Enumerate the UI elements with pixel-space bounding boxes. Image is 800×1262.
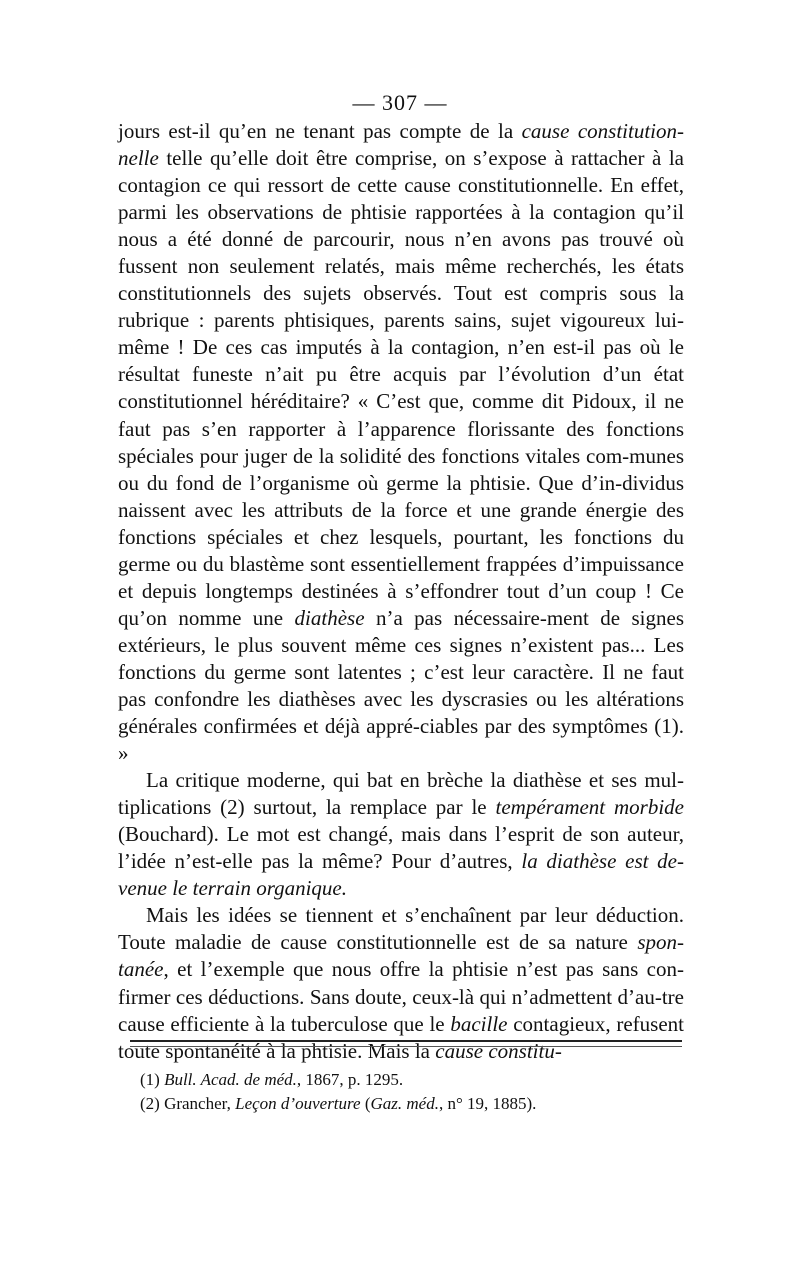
- footnote-rule-thin: [130, 1046, 682, 1047]
- italic-text: Bull. Acad. de méd.: [164, 1070, 297, 1089]
- text-run: telle qu’elle doit être comprise, on s’expose à rattacher à la contagion ce qui ressort de cette cause constitutionnelle. En effet, parmi les observations de phtisie rapportées à la contagion qu’il nous a été donné de parcourir, nous n’en avons pas trouvé où fussent non seulement relatés, mais même recherchés, les états constitutionnels des sujets observés. Tout est compris sous la rubrique : parents phtisiques, parents sains, sujet vigoureux lui-même ! De ces cas imputés à la contagion, n’en est-il pas où le résultat funeste n’ait pu être acquis par l’évolution d’un état constitutionnel héréditaire? « C’est que, comme dit Pidoux, il ne faut pas s’en rapporter à l’apparence florissante des fonctions spéciales pour juger de la solidité des fonctions vitales com-munes ou du fond de l’organisme où germe la phtisie. Que d’in-dividus naissent avec les attributs de la force et une grande énergie des fonctions spéciales et chez lesquels, pourtant, les fonctions du germe ou du blastème sont essentiellement frappées d’impuissance et depuis longtemps destinées à s’effondrer tout d’un coup ! Ce qu’on nomme une: [118, 146, 684, 630]
- italic-text: Leçon d’ouverture: [235, 1094, 361, 1113]
- text-run: , et l’exemple que nous offre la phtisie n’est pas sans con-firmer ces déductions. Sans doute, ceux-là qui n’admettent d’au-tre cause efficiente à la tuberculose que le: [118, 957, 684, 1036]
- paragraph: [118, 118, 684, 767]
- footnote: [140, 1092, 680, 1116]
- text-run: (: [360, 1094, 371, 1113]
- text-run: Mais les idées se tiennent et s’enchaînent par leur déduction. Toute maladie de cause constitutionnelle est de sa nature: [118, 903, 684, 955]
- footnotes: [140, 1068, 680, 1116]
- text-run: (Bouchard). Le mot est changé, mais dans l’esprit de son auteur, l’idée n’est-elle pas la même? Pour d’autres,: [118, 822, 684, 874]
- text-run: , n° 19, 1885).: [438, 1094, 537, 1113]
- italic-text: la diathèse est de-venue le terrain organique.: [118, 849, 684, 901]
- footnote-rule: [130, 1040, 682, 1042]
- text-run: La critique moderne, qui bat en brèche la diathèse et ses mul-tiplications (2) surtout, la remplace par le: [118, 768, 684, 820]
- italic-text: spon-tanée: [118, 930, 684, 982]
- text-run: , 1867, p. 1295.: [296, 1070, 404, 1089]
- italic-text: cause constitu-: [435, 1038, 562, 1063]
- italic-text: bacille: [450, 1011, 508, 1036]
- text-run: contagieux, refusent toute spontanéité à la phtisie. Mais la: [118, 1011, 684, 1063]
- italic-text: tempérament morbide: [495, 795, 684, 820]
- page-number: — 307 —: [352, 90, 448, 115]
- italic-text: Gaz. méd.: [370, 1094, 439, 1113]
- main-text: [118, 118, 684, 1065]
- italic-text: diathèse: [294, 605, 365, 630]
- italic-text: cause constitution-nelle: [118, 119, 684, 171]
- text-run: (1): [140, 1070, 165, 1089]
- footnote: [140, 1068, 680, 1092]
- text-run: (2) Grancher,: [140, 1094, 236, 1113]
- text-run: n’a pas nécessaire-ment de signes extérieurs, le plus souvent même ces signes n’existent pas... Les fonctions du germe sont latentes ; c’est leur caractère. Il ne faut pas confondre les diathèses avec les dyscrasies ou les altérations générales confirmées et déjà appré-ciables par des symptômes (1). »: [118, 605, 684, 766]
- text-run: jours est-il qu’en ne tenant pas compte de la: [118, 119, 522, 143]
- paragraph: [118, 767, 684, 902]
